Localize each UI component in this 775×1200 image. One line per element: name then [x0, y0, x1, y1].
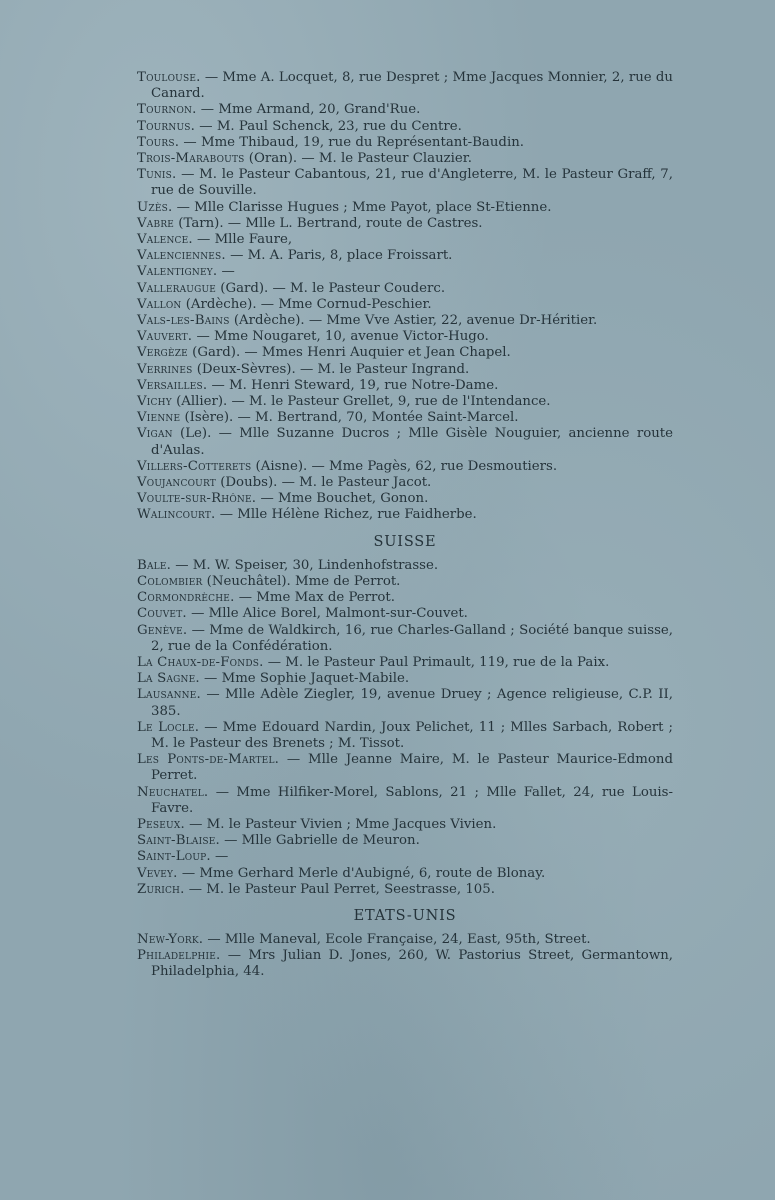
directory-entry: [137, 785, 673, 817]
directory-entry: [137, 362, 673, 378]
directory-section: [137, 534, 673, 898]
directory-entry: [137, 281, 673, 297]
entry-place: Voulte-sur-Rhône.: [137, 491, 257, 507]
directory-entry: [137, 720, 673, 752]
entry-place: La Chaux-de-Fonds.: [137, 654, 264, 670]
entry-text: — M. W. Speiser, 30, Lindenhofstrasse.: [171, 557, 439, 573]
entry-text: — Mlle Adèle Ziegler, 19, avenue Druey ; Agence religieuse, C.P. II, 385.: [151, 687, 673, 719]
directory-entry: [137, 135, 673, 151]
entry-place: Valenciennes.: [137, 248, 226, 264]
directory-entry: [137, 216, 673, 232]
entry-place: New-York.: [137, 931, 204, 947]
directory-entry: [137, 590, 673, 606]
entry-text: —: [210, 849, 229, 865]
entry-text: — Mlle Alice Borel, Malmont-sur-Couvet.: [186, 606, 468, 622]
entry-place: Genève.: [137, 622, 188, 638]
directory-entry: [137, 833, 673, 849]
directory-entry: [137, 606, 673, 622]
directory-entry: [137, 410, 673, 426]
directory-entry: [137, 817, 673, 833]
directory-sections: [137, 70, 673, 981]
entry-place: Couvet.: [137, 606, 187, 622]
directory-entry: [137, 558, 673, 574]
entry-text: — M. Henri Steward, 19, rue Notre-Dame.: [207, 377, 499, 393]
entry-text: (Neuchâtel). Mme de Perrot.: [202, 573, 401, 589]
directory-entry: [137, 655, 673, 671]
directory-entry: [137, 264, 673, 280]
entry-text: — Mme Sophie Jaquet-Mabile.: [199, 671, 410, 687]
entry-place: Zurich.: [137, 881, 185, 897]
directory-section: [137, 70, 673, 524]
entry-place: Valentigney.: [137, 264, 218, 280]
entry-place: Verrines: [137, 361, 193, 377]
entry-place: Vevey.: [137, 865, 178, 881]
directory-entry: [137, 297, 673, 313]
entry-place: Saint-Blaise.: [137, 833, 220, 849]
entry-place: Vichy: [137, 394, 172, 410]
entry-text: — Mlle Gabrielle de Meuron.: [219, 833, 420, 849]
entry-place: Vauvert.: [137, 329, 193, 345]
directory-entry: [137, 849, 673, 865]
directory-section: [137, 908, 673, 981]
entry-place: Tunis.: [137, 167, 177, 183]
entry-text: — Mlle Maneval, Ecole Française, 24, East, 95th, Street.: [203, 931, 591, 947]
entry-place: Valence.: [137, 232, 193, 248]
directory-entry: [137, 948, 673, 980]
directory-entry: [137, 345, 673, 361]
directory-entry: [137, 70, 673, 102]
entry-place: Philadelphie.: [137, 948, 221, 964]
entry-text: — M. Paul Schenck, 23, rue du Centre.: [195, 118, 462, 134]
entry-text: — Mme de Waldkirch, 16, rue Charles-Galland ; Société banque suisse, 2, rue de la Confédération.: [151, 622, 673, 654]
entry-text: (Doubs). — M. le Pasteur Jacot.: [215, 475, 432, 491]
entry-place: Lausanne.: [137, 687, 201, 703]
directory-entry: [137, 491, 673, 507]
entry-place: Versailles.: [137, 377, 208, 393]
entry-text: (Deux-Sèvres). — M. le Pasteur Ingrand.: [192, 361, 470, 377]
entry-text: — Mlle Hélène Richez, rue Faidherbe.: [215, 507, 477, 523]
entry-text: (Ardèche). — Mme Vve Astier, 22, avenue Dr-Héritier.: [229, 313, 598, 329]
entry-text: — Mme Max de Perrot.: [234, 590, 395, 606]
entry-place: Peseux.: [137, 816, 185, 832]
entry-place: La Sagne.: [137, 671, 200, 687]
entry-place: Walincourt.: [137, 507, 216, 523]
directory-entry: [137, 475, 673, 491]
entry-text: — Mme Armand, 20, Grand'Rue.: [196, 102, 421, 118]
entry-text: — Mme A. Locquet, 8, rue Despret ; Mme Jacques Monnier, 2, rue du Canard.: [151, 70, 673, 102]
entry-text: (Le). — Mlle Suzanne Ducros ; Mlle Gisèle Nouguier, ancienne route d'Aulas.: [151, 426, 673, 458]
directory-page: [137, 70, 673, 981]
directory-entry: [137, 752, 673, 784]
entry-place: Vallon: [137, 296, 182, 312]
entry-text: — M. le Pasteur Paul Perret, Seestrasse, 105.: [184, 881, 495, 897]
entry-text: — Mme Thibaud, 19, rue du Représentant-Baudin.: [179, 134, 524, 150]
entry-text: — Mlle Clarisse Hugues ; Mme Payot, place St-Etienne.: [172, 199, 552, 215]
entry-place: Cormondrèche.: [137, 590, 235, 606]
entry-text: — Mme Bouchet, Gonon.: [256, 491, 429, 507]
entry-text: (Gard). — Mmes Henri Auquier et Jean Chapel.: [187, 345, 511, 361]
entry-place: Trois-Marabouts: [137, 151, 245, 167]
entry-text: — M. le Pasteur Cabantous, 21, rue d'Angleterre, M. le Pasteur Graff, 7, rue de Souville.: [151, 167, 673, 199]
entry-text: (Gard). — M. le Pasteur Couderc.: [216, 280, 446, 296]
directory-entry: [137, 329, 673, 345]
directory-entry: [137, 882, 673, 898]
entry-text: — Mme Edouard Nardin, Joux Pelichet, 11 ; Mlles Sarbach, Robert ; M. le Pasteur des Brenets ; M. Tissot.: [151, 719, 673, 751]
entry-text: (Isère). — M. Bertrand, 70, Montée Saint-Marcel.: [180, 410, 519, 426]
entry-text: (Ardèche). — Mme Cornud-Peschier.: [181, 296, 432, 312]
entry-place: Saint-Loup.: [137, 849, 211, 865]
entry-place: Villers-Cotterets: [137, 458, 252, 474]
directory-entry: [137, 507, 673, 523]
directory-entry: [137, 248, 673, 264]
entry-place: Vergèze: [137, 345, 188, 361]
directory-entry: [137, 119, 673, 135]
directory-entry: [137, 671, 673, 687]
entry-place: Tournon.: [137, 102, 197, 118]
entry-text: (Tarn). — Mlle L. Bertrand, route de Castres.: [174, 215, 483, 231]
directory-entry: [137, 459, 673, 475]
directory-entry: [137, 932, 673, 948]
entry-text: — M. le Pasteur Vivien ; Mme Jacques Vivien.: [184, 816, 497, 832]
entry-place: Vabre: [137, 215, 175, 231]
directory-entry: [137, 313, 673, 329]
directory-entry: [137, 378, 673, 394]
entry-place: Tours.: [137, 134, 180, 150]
entry-place: Valleraugue: [137, 280, 217, 296]
directory-entry: [137, 866, 673, 882]
entry-place: Toulouse.: [137, 70, 201, 85]
entry-place: Le Locle.: [137, 719, 200, 735]
entry-text: (Aisne). — Mme Pagès, 62, rue Desmoutiers.: [251, 458, 558, 474]
entry-place: Neuchatel.: [137, 784, 209, 800]
directory-entry: [137, 574, 673, 590]
entry-text: — Mme Nougaret, 10, avenue Victor-Hugo.: [192, 329, 489, 345]
entry-place: Les Ponts-de-Martel.: [137, 752, 280, 768]
entry-text: —: [217, 264, 235, 280]
entry-place: Tournus.: [137, 118, 196, 134]
entry-text: — Mlle Jeanne Maire, M. le Pasteur Maurice-Edmond Perret.: [151, 752, 673, 784]
entry-text: — M. le Pasteur Paul Primault, 119, rue de la Paix.: [263, 654, 610, 670]
entry-text: — Mme Gerhard Merle d'Aubigné, 6, route de Blonay.: [177, 865, 546, 881]
directory-entry: [137, 200, 673, 216]
entry-place: Uzès.: [137, 199, 173, 215]
directory-entry: [137, 232, 673, 248]
directory-entry: [137, 167, 673, 199]
directory-entry: [137, 623, 673, 655]
entry-place: Voujancourt: [137, 475, 216, 491]
entry-place: Colombier: [137, 573, 203, 589]
entry-text: — Mlle Faure,: [192, 232, 293, 248]
entry-place: Bale.: [137, 557, 172, 573]
entry-text: — Mrs Julian D. Jones, 260, W. Pastorius Street, Germantown, Philadelphia, 44.: [151, 948, 673, 980]
entry-text: (Allier). — M. le Pasteur Grellet, 9, rue de l'Intendance.: [171, 394, 551, 410]
entry-place: Vigan: [137, 426, 173, 442]
entry-text: — Mme Hilfiker-Morel, Sablons, 21 ; Mlle Fallet, 24, rue Louis-Favre.: [151, 784, 673, 816]
entry-place: Vienne: [137, 410, 181, 426]
section-heading: SUISSE: [373, 533, 437, 550]
directory-entry: [137, 394, 673, 410]
section-heading: ETATS-UNIS: [353, 907, 457, 924]
directory-entry: [137, 426, 673, 458]
entry-place: Vals-les-Bains: [137, 313, 230, 329]
entry-text: (Oran). — M. le Pasteur Clauzier.: [244, 151, 472, 167]
directory-entry: [137, 102, 673, 118]
entry-text: — M. A. Paris, 8, place Froissart.: [225, 248, 453, 264]
directory-entry: [137, 151, 673, 167]
directory-entry: [137, 687, 673, 719]
